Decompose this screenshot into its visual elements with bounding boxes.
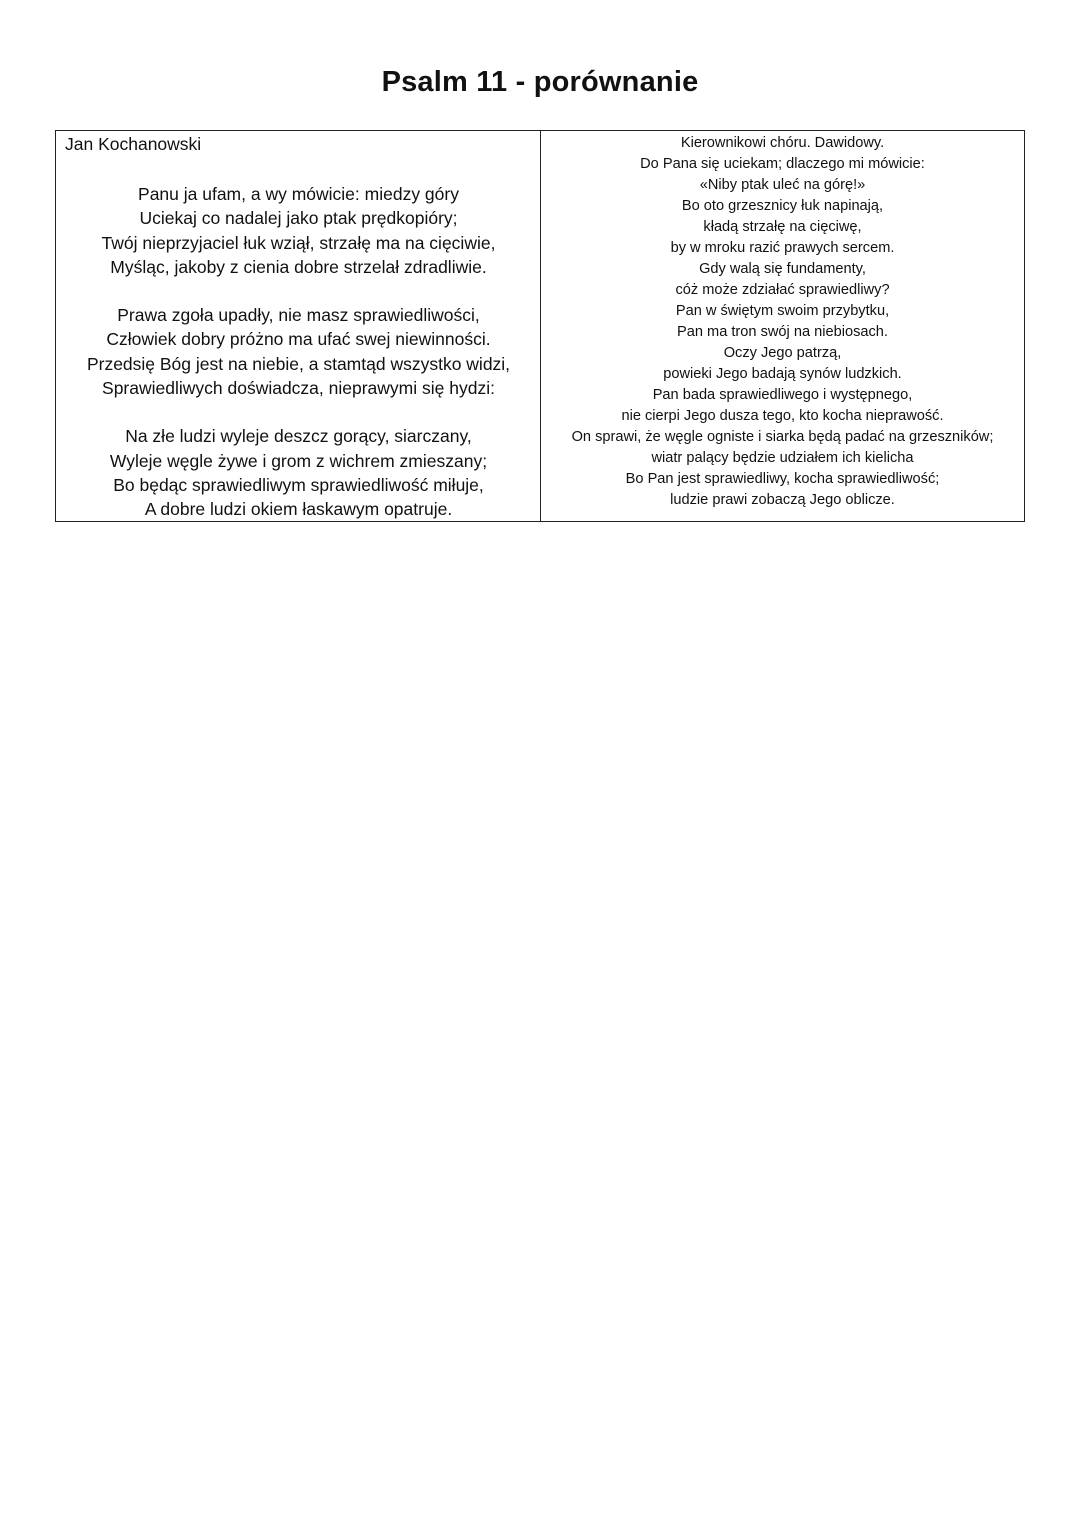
psalm-line: Bo oto grzesznicy łuk napinają,: [681, 198, 884, 214]
psalm-line: Gdy walą się fundamenty,: [699, 261, 866, 277]
poem-line: Wyleje węgle żywe i grom z wichrem zmieszany;: [109, 450, 488, 471]
psalm-line: Do Pana się uciekam; dlaczego mi mówicie:: [640, 156, 925, 172]
biblical-psalm-text: [541, 133, 1024, 511]
psalm-line: Kierownikowi chóru. Dawidowy.: [680, 135, 885, 151]
kochanowski-column: [56, 131, 541, 521]
psalm-line: Bo Pan jest sprawiedliwy, kocha sprawiedliwość;: [625, 471, 940, 487]
psalm-line: Oczy Jego patrzą,: [723, 345, 842, 361]
psalm-line: powieki Jego badają synów ludzkich.: [663, 366, 902, 382]
stanza-3: [56, 424, 541, 521]
stanza-2: [56, 303, 541, 400]
poem-line: Człowiek dobry próżno ma ufać swej niewinności.: [106, 329, 491, 350]
kochanowski-poem: [56, 182, 541, 522]
poem-line: Sprawiedliwych doświadcza, nieprawymi się hydzi:: [102, 378, 495, 399]
psalm-line: ludzie prawi zobaczą Jego oblicze.: [670, 492, 895, 508]
psalm-line: On sprawi, że węgle ogniste i siarka będą padać na grzeszników;: [571, 429, 994, 445]
stanza-1: [56, 182, 541, 279]
psalm-line: nie cierpi Jego dusza tego, kto kocha nieprawość.: [621, 408, 944, 424]
author-name: Jan Kochanowski: [65, 134, 202, 154]
psalm-line: cóż może zdziałać sprawiedliwy?: [675, 282, 890, 298]
poem-line: Uciekaj co nadalej jako ptak prędkopióry;: [139, 208, 458, 229]
poem-line: Na złe ludzi wyleje deszcz gorący, siarczany,: [125, 426, 472, 447]
psalm-line: Pan ma tron swój na niebiosach.: [677, 324, 888, 340]
biblical-column: [541, 131, 1024, 521]
comparison-table: [55, 130, 1025, 522]
poem-line: Bo będąc sprawiedliwym sprawiedliwość miłuje,: [113, 474, 484, 495]
psalm-line: by w mroku razić prawych sercem.: [670, 240, 895, 256]
poem-line: Twój nieprzyjaciel łuk wziął, strzałę ma na cięciwie,: [101, 232, 496, 253]
poem-line: Przedsię Bóg jest na niebie, a stamtąd wszystko widzi,: [86, 353, 511, 374]
poem-line: Prawa zgoła upadły, nie masz sprawiedliwości,: [117, 305, 480, 326]
poem-line: A dobre ludzi okiem łaskawym opatruje.: [144, 499, 453, 520]
psalm-line: kładą strzałę na cięciwę,: [703, 219, 862, 235]
psalm-line: Pan bada sprawiedliwego i występnego,: [652, 387, 913, 403]
page-title: Psalm 11 - porównanie: [381, 66, 699, 98]
poem-line: Myśląc, jakoby z cienia dobre strzelał zdradliwie.: [110, 256, 487, 277]
poem-line: Panu ja ufam, a wy mówicie: miedzy góry: [138, 184, 459, 204]
psalm-line: wiatr palący będzie udziałem ich kielicha: [651, 450, 914, 466]
psalm-line: Pan w świętym swoim przybytku,: [675, 303, 890, 319]
psalm-line: «Niby ptak uleć na górę!»: [699, 177, 866, 193]
